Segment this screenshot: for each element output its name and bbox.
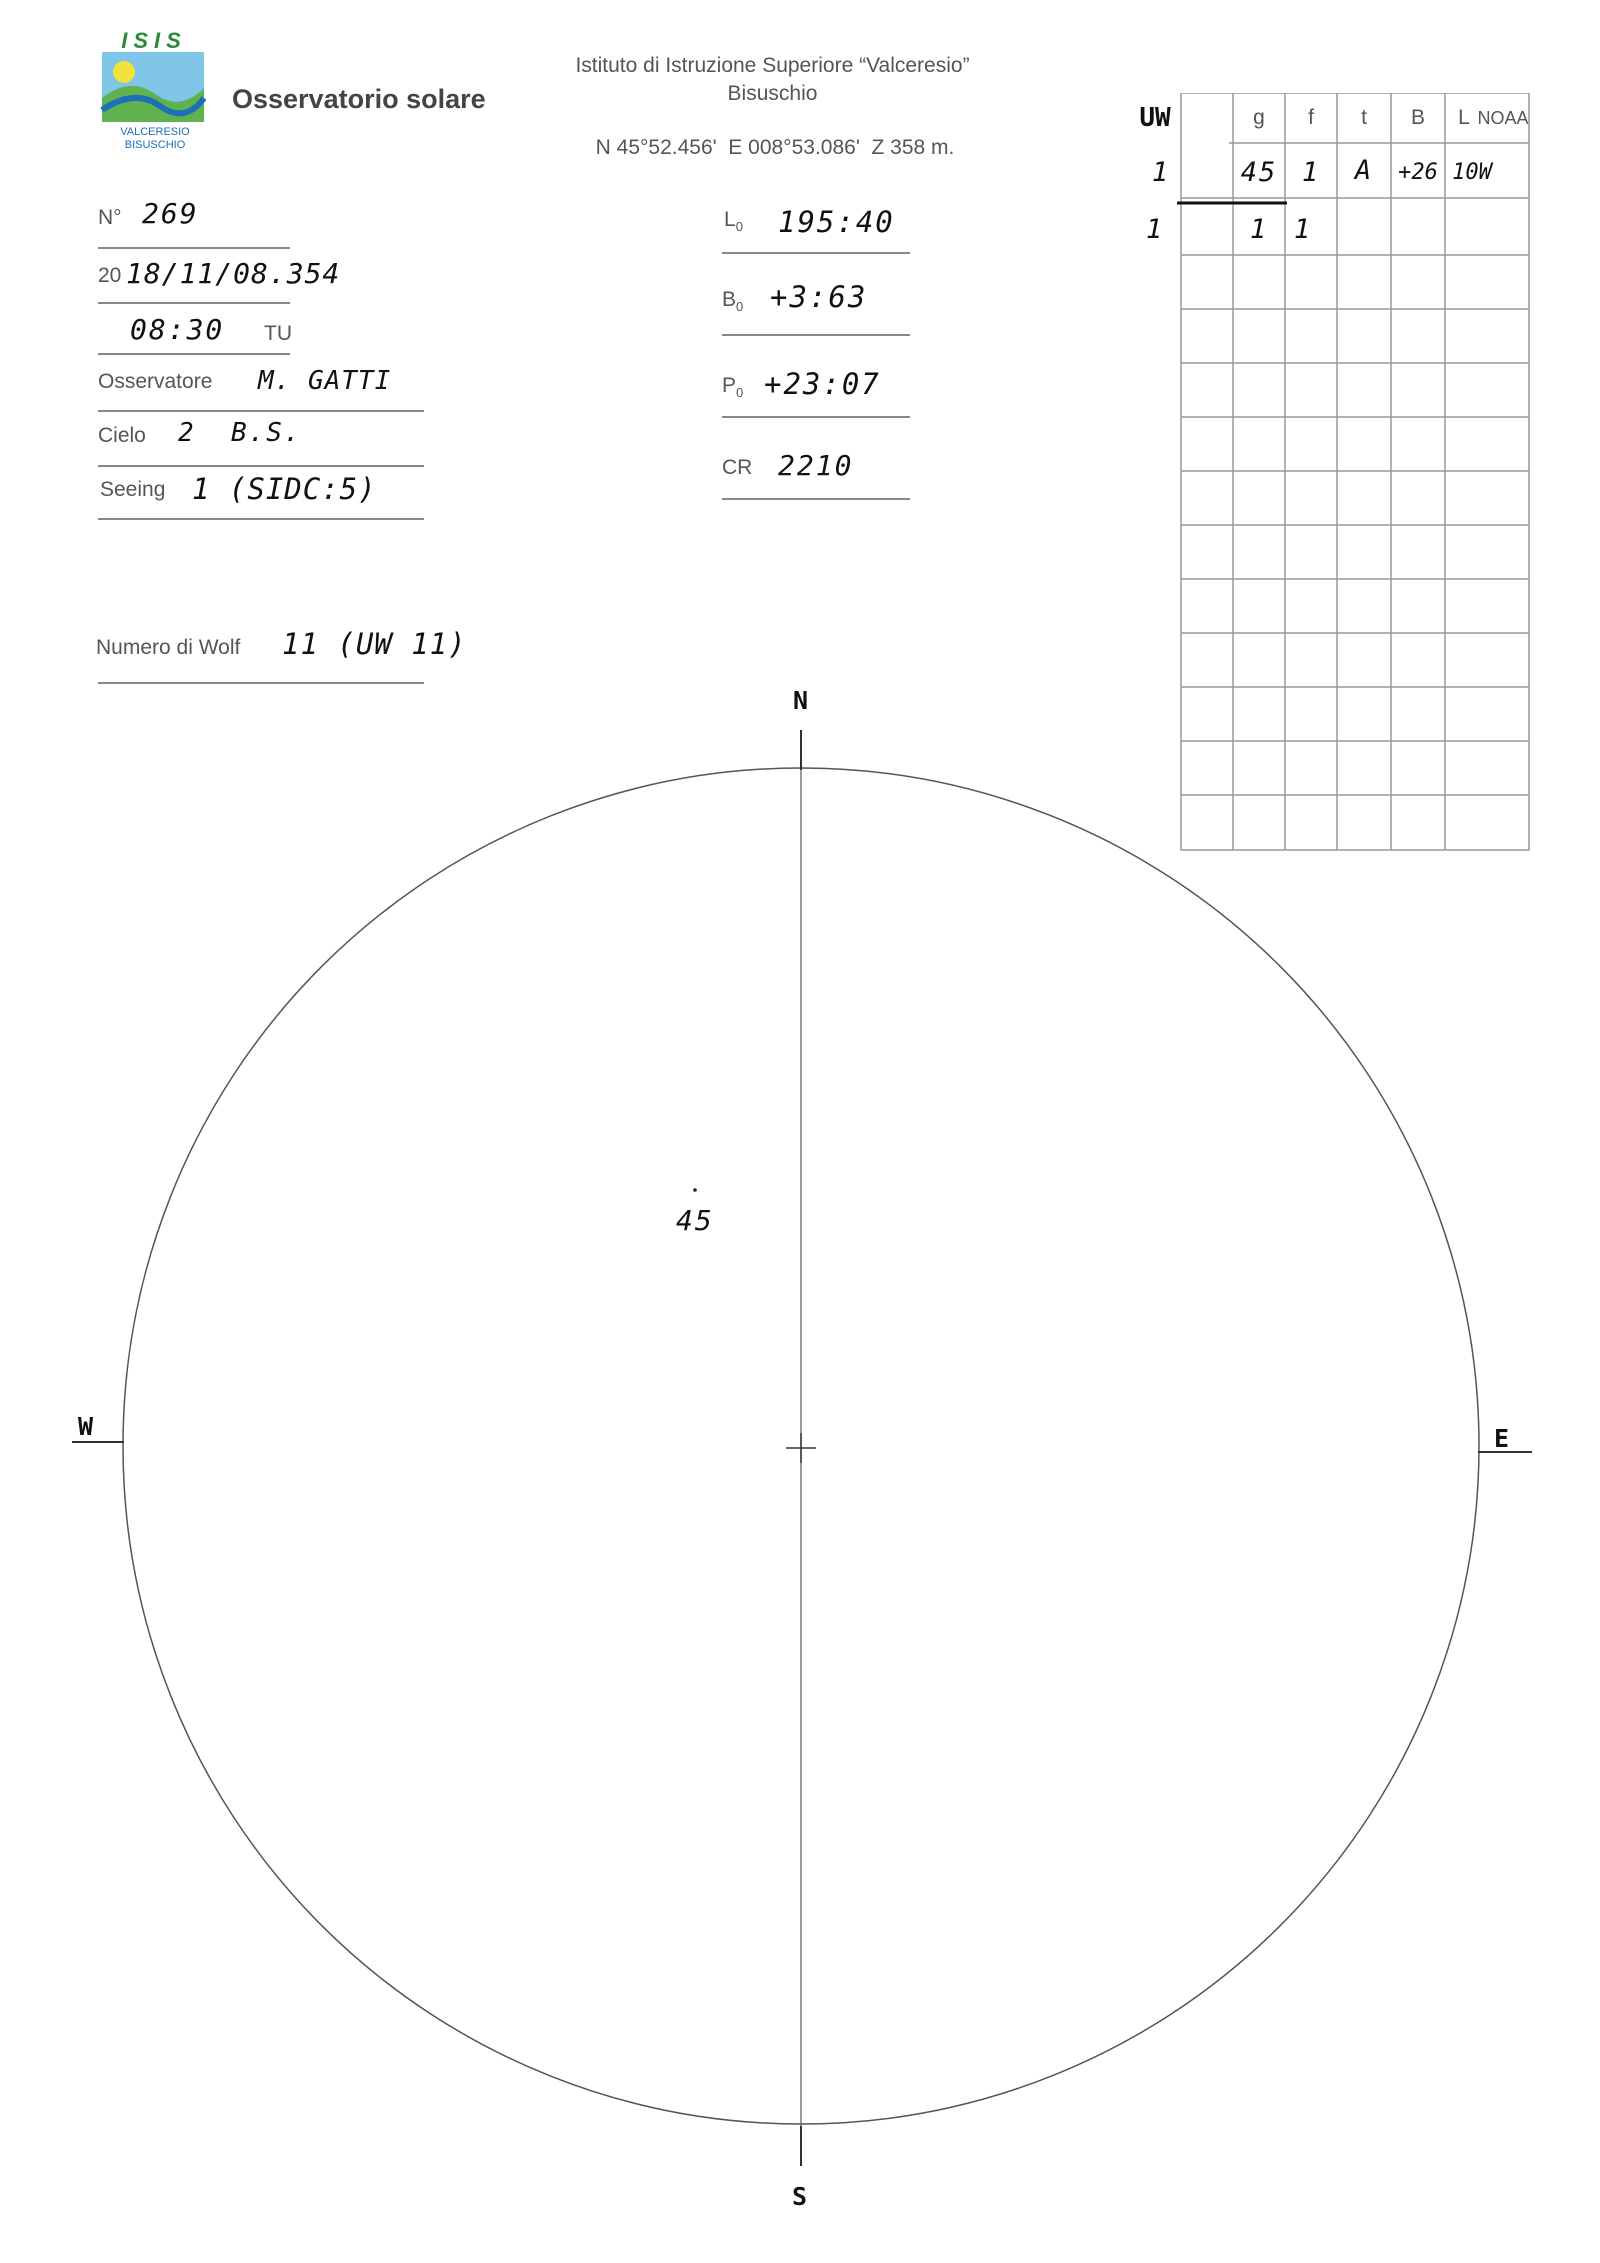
sky-value: 2 B.S. bbox=[178, 418, 302, 448]
row2-f: 1 bbox=[1293, 214, 1313, 245]
header-g: g bbox=[1253, 106, 1265, 129]
b0-value: +3:63 bbox=[770, 280, 868, 314]
sunspot-dot bbox=[693, 1188, 697, 1192]
p0-subscript: 0 bbox=[736, 385, 744, 401]
time-unit: TU bbox=[264, 322, 292, 345]
compass-north: N bbox=[793, 686, 809, 715]
p0-letter: P bbox=[722, 374, 737, 397]
date-value: 18/11/08.354 bbox=[126, 257, 341, 290]
row1-b: +26 bbox=[1398, 160, 1438, 185]
header-t: t bbox=[1361, 106, 1367, 129]
header-noaa: NOAA bbox=[1477, 108, 1529, 128]
seeing-label: Seeing bbox=[100, 478, 166, 501]
row2-uw: 1 bbox=[1145, 214, 1165, 245]
time-value: 08:30 bbox=[130, 313, 225, 346]
row1-l: 10W bbox=[1452, 160, 1492, 185]
number-value: 269 bbox=[142, 197, 199, 230]
observer-value: M. GATTI bbox=[258, 366, 392, 396]
row2-g: 1 bbox=[1249, 214, 1269, 245]
l0-subscript: 0 bbox=[735, 219, 743, 235]
logo-letters: ISIS bbox=[121, 28, 187, 53]
header-l: L bbox=[1458, 106, 1470, 129]
compass-south: S bbox=[792, 2182, 808, 2211]
cr-value: 2210 bbox=[778, 449, 854, 482]
group-label: 45 bbox=[676, 1204, 714, 1237]
p0-value: +23:07 bbox=[764, 367, 881, 401]
row1-t: A bbox=[1354, 155, 1374, 186]
observer-label: Osservatore bbox=[98, 370, 213, 393]
l0-letter: L bbox=[724, 208, 736, 231]
b0-letter: B bbox=[722, 288, 737, 311]
logo-caption: VALCERESIO BISUSCHIO bbox=[120, 126, 190, 151]
row1-uw: 1 bbox=[1151, 157, 1171, 188]
header-uw: UW bbox=[1139, 103, 1171, 133]
b0-subscript: 0 bbox=[736, 299, 744, 315]
wolf-value: 11 (UW 11) bbox=[282, 627, 467, 661]
row1-f: 1 bbox=[1301, 157, 1321, 188]
cr-label: CR bbox=[722, 456, 753, 479]
compass-west: W bbox=[78, 1412, 94, 1441]
station-coordinates: N 45°52.456' E 008°53.086' Z 358 m. bbox=[595, 136, 955, 159]
seeing-value: 1 (SIDC:5) bbox=[192, 472, 377, 506]
institute-town: Bisuschio bbox=[727, 82, 818, 105]
header-b: B bbox=[1410, 106, 1425, 129]
l0-value: 195:40 bbox=[778, 205, 895, 239]
sky-label: Cielo bbox=[98, 424, 146, 447]
date-prefix: 20 bbox=[98, 264, 122, 287]
row1-g: 45 bbox=[1240, 157, 1278, 188]
institute-name: Istituto di Istruzione Superiore “Valceresio” bbox=[575, 54, 970, 77]
header-f: f bbox=[1308, 106, 1314, 129]
number-label: N° bbox=[98, 206, 122, 229]
compass-east: E bbox=[1494, 1424, 1510, 1453]
wolf-label: Numero di Wolf bbox=[96, 636, 241, 659]
center-cross bbox=[786, 1433, 816, 1463]
observatory-title: Osservatorio solare bbox=[232, 84, 486, 114]
